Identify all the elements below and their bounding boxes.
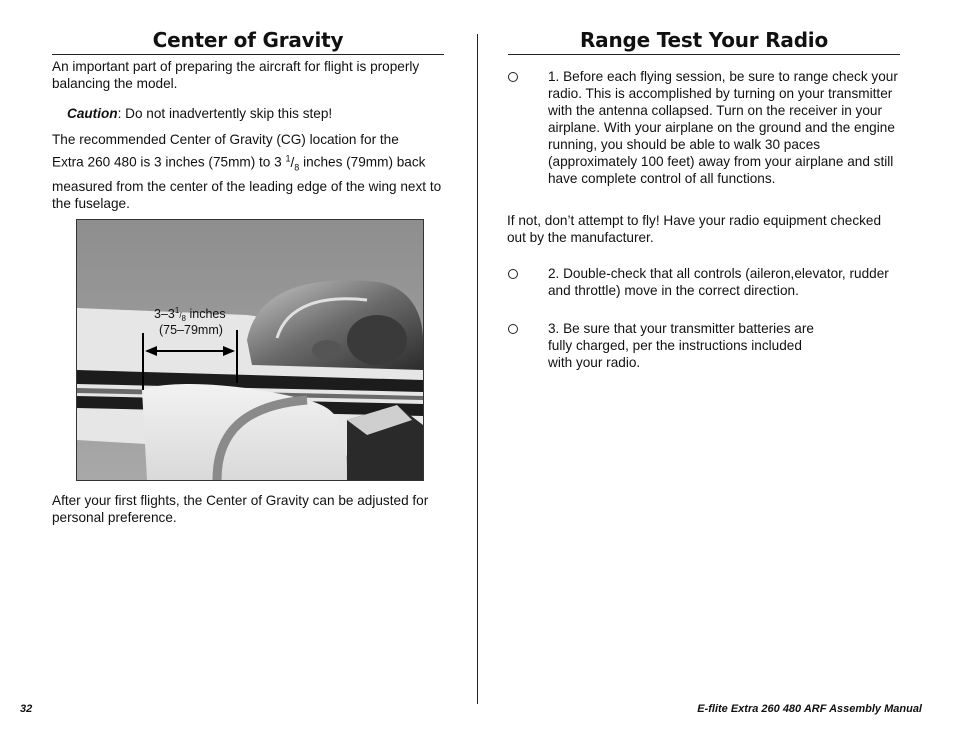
cg-intro: An important part of preparing the aircraft for flight is properly balancing the model.: [52, 59, 420, 91]
step1-checkbox[interactable]: [508, 72, 518, 82]
step2-text: 2. Double-check that all controls (aileron,elevator, rudder and throttle) move in the correct direction.: [548, 266, 889, 298]
cg-caution: [67, 105, 444, 122]
cg-photo: [76, 219, 424, 481]
cg-frac-num: 1: [285, 153, 291, 163]
range-test-heading-rule: [508, 54, 900, 55]
step2-checkbox[interactable]: [508, 269, 518, 279]
cg-heading: Center of Gravity: [152, 28, 344, 52]
column-divider: [477, 34, 478, 704]
airplane-illustration: [77, 220, 423, 480]
cg-location-paragraph: [52, 131, 444, 212]
page-number: 32: [20, 703, 33, 715]
manual-title: E-flite Extra 260 480 ARF Assembly Manual: [697, 703, 922, 715]
cg-line2-b: inches (79mm) back: [299, 154, 426, 170]
cg-line2-a: Extra 260 480 is 3 inches (75mm) to 3: [52, 154, 286, 170]
cg-photo-label: $3-3^1_{/8}$ inches: [154, 306, 226, 323]
caution-text: : Do not inadvertently skip this step!: [117, 106, 333, 121]
step3-line2: fully charged, per the instructions included: [548, 338, 802, 353]
cg-line2: [52, 153, 426, 173]
step3-checkbox[interactable]: [508, 324, 518, 334]
cg-photo-label-mm: (75–79mm): [159, 323, 223, 337]
step3-text: [548, 320, 900, 371]
cg-fraction: $^1/_8$: [285, 153, 300, 173]
range-test-heading: Range Test Your Radio: [579, 28, 829, 52]
caution-label: Caution: [67, 106, 118, 121]
step3-line3: with your radio.: [548, 355, 641, 370]
step3-line1: 3. Be sure that your transmitter batteries are: [548, 321, 814, 336]
cg-frac-den: 8: [294, 162, 300, 173]
cg-rest: measured from the center of the leading edge of the wing next to the fuselage.: [52, 179, 442, 212]
if-not-paragraph: If not, don’t attempt to fly! Have your radio equipment checked out by the manufacturer.: [507, 213, 882, 245]
cg-after: After your first flights, the Center of Gravity can be adjusted for personal preference.: [52, 493, 429, 525]
cg-heading-rule: [52, 54, 444, 55]
cg-line1: The recommended Center of Gravity (CG) location for the: [52, 132, 399, 147]
step1-text: 1. Before each flying session, be sure to range check your radio. This is accomplished by turning on your transmitter with the antenna collapsed. Turn on the receiver in your airplane. With your airplane on the ground and the engine running, you should be able to walk 30 paces (approximately 100 feet) away from your airplane and still have complete control of all functions.: [548, 69, 898, 186]
